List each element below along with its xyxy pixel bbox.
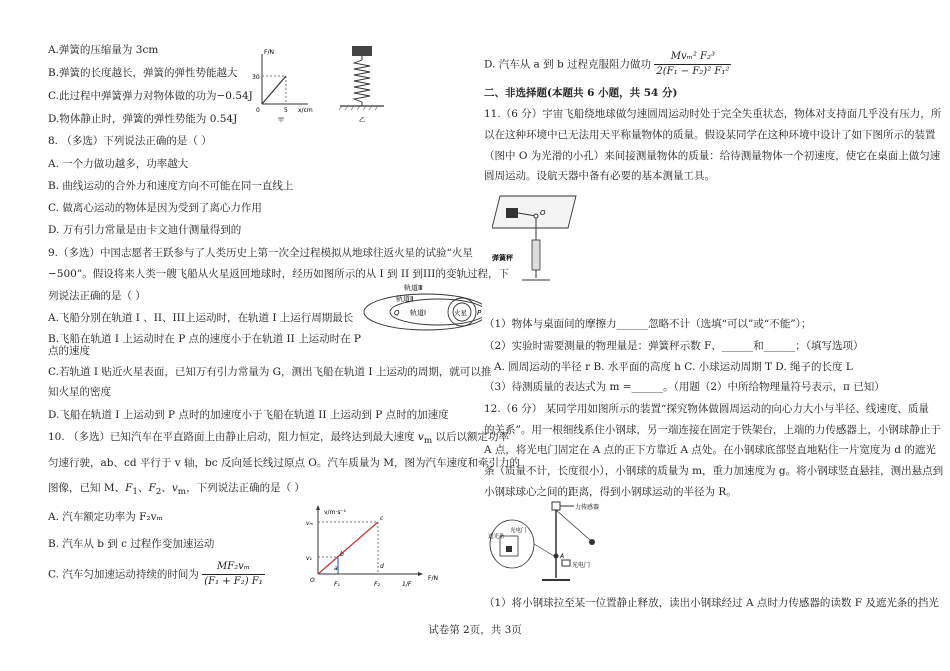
fig12-a: A [560, 553, 565, 560]
q9-line1: 9.（多选）中国志愿者王跃参与了人类历史上第一次全过程模拟从地球往返火星的试验“火星 [48, 247, 473, 259]
q9-option-b-line1: B.飞船在轨道 I 上运动时在 P 点的速度小于在轨道 II 上运动时在 P [48, 333, 361, 345]
q12-line2: 的关系”。用一根细线系住小钢球，另一端连接在固定于铁架台，上端的力传感器上，小钢球静止于 [484, 424, 941, 436]
q9-option-a: A.飞船分别在轨道 I 、II、III上运动时，在轨道 I 上运行周期最长 [48, 312, 354, 324]
q7-option-c: C.此过程中弹簧弹力对物体做的功为−0.54J [48, 90, 253, 102]
fig10-a: a [334, 565, 338, 572]
q11-line4: 圆周运动。设航天器中备有必要的基本测量工具。 [484, 170, 715, 182]
fig12-gate-label2: 光电门 [572, 562, 591, 569]
fig10-origin: O [310, 577, 315, 584]
fig10-d: d [380, 563, 384, 570]
fig10-c: c [380, 515, 384, 522]
fig7-tick-x: 5 [284, 107, 288, 114]
q10-line2: 匀速行驶，ab、cd 平行于 v 轴，bc 反向延长线过原点 O。汽车质量为 M，图为汽车速度和牵引力的 [48, 457, 521, 469]
q9-option-b-line2: 点的速度 [48, 345, 90, 357]
q8-option-c: C. 做离心运动的物体是因为受到了离心力作用 [48, 202, 262, 214]
q12-line1: 12.（6 分） 某同学用如图所示的装置“探究物体做圆周运动的向心力大小与半径、线速度、质量 [484, 403, 929, 415]
fig7-origin: 0 [256, 107, 260, 114]
fig11-spring-label: 弹簧秤 [492, 254, 513, 262]
q12-sub1: （1）将小钢球拉至某一位置静止释放，读出小钢球经过 A 点时力传感器的读数 F 及遮光条的挡光 [484, 597, 939, 609]
q11-sub2: （2）实验时需要测量的物理量是：弹簧秤示数 F、______和______；（填写选项） [484, 340, 864, 352]
q10-option-c: C. 汽车匀加速运动持续的时间为 $\frac{\text{MF₂vₘ}}{\text{(F₁ + F₂) F₁}}$ [48, 561, 263, 587]
fig11-o: O [540, 209, 546, 217]
q9-option-c-line2: 知火星的密度 [48, 386, 111, 398]
fig10-vm: vₘ [306, 520, 314, 527]
fig10-b: b [340, 551, 344, 558]
q10-option-b: B. 汽车从 b 到 c 过程作变加速运动 [48, 538, 215, 550]
q8-option-d: D. 万有引力常量是由卡文迪什测量得到的 [48, 224, 242, 236]
q8-option-b: B. 曲线运动的合外力和速度方向不可能在同一直线上 [48, 180, 294, 192]
fig12-gate-label: 光电门 [510, 528, 527, 534]
q8-stem: 8. （多选）下列说法正确的是（ ） [48, 135, 212, 147]
q11-line1: 11.（6 分）宇宙飞船绕地球做匀速圆周运动时处于完全失重状态，物体对支持面几乎没有压力，所 [484, 108, 942, 120]
fig10-f2: F₂ [374, 581, 380, 588]
q11-line2: 以在这种环境中已无法用天平称量物体的质量。假设某同学在这种环境中设计了如下图所示的装置 [484, 129, 936, 141]
figure-orbits [350, 282, 482, 340]
section-title: 二、非选择题(本题共 6 小题，共 54 分) [484, 87, 678, 99]
q8-option-a: A. 一个力做功越多，功率越大 [48, 158, 189, 170]
q9-option-c-line1: C.若轨道 I 贴近火星表面，已知万有引力常量为 G，测出飞船在轨道 I 上运动的周期，就可以推 [48, 366, 492, 378]
q9-line2: −500”。假设将来人类一艘飞船从火星返回地球时，经历如图所示的从 I 到 II 到III的变轨过程，下 [48, 268, 509, 280]
q7-option-d: D.物体静止时，弹簧的弹性势能为 0.54J [48, 113, 238, 125]
q10-line3: 图像，已知 M、$F_1$、$F_2$、$v_m$，下列说法正确的是（ ） [48, 482, 305, 498]
q9-line3: 列说法正确的是（ ） [48, 290, 146, 302]
q7-option-b: B.弹簧的长度越长，弹簧的弹性势能越大 [48, 67, 238, 79]
figure-v-vs-inverse-force [298, 502, 458, 594]
q11-options: A. 圆周运动的半径 r B. 水平面的高度 h C. 小球运动周期 T D. 绳子的长度 L [494, 361, 853, 373]
fig7-axis-y: F/N [264, 49, 274, 56]
fig10-inv: 1/F [402, 581, 412, 588]
q11-line3: （图中 O 为光滑的小孔）来间接测量物体的质量：给待测量物体一个初速度，使它在桌面上做匀速 [484, 150, 941, 162]
q11-sub3: （3）待测质量的表达式为 m =______。（用题（2）中所给物理量符号表示，π 已知） [484, 381, 885, 393]
fig9-orbit3: 轨道Ⅲ [404, 284, 423, 292]
figure-spring-balance [492, 188, 584, 292]
fig7-label-yi: 乙 [359, 117, 366, 124]
fig12-sensor: 力传感器 [575, 504, 600, 511]
q10-line1: 10. （多选）已知汽车在平直路面上由静止启动，阻力恒定，最终达到最大速度 $v_m$ 以后以额定功率 [48, 431, 509, 447]
fig9-p: P [477, 309, 482, 317]
q7-option-a: A.弹簧的压缩量为 3cm [48, 44, 159, 56]
q12-line5: 小钢球球心之间的距离，得到小钢球运动的半径为 R。 [484, 486, 737, 498]
fig9-q: Q [394, 309, 400, 317]
fig7-tick-y: 30 [252, 74, 260, 81]
fig9-mars: 火星 [454, 309, 467, 317]
q10-option-d: D. 汽车从 a 到 b 过程克服阻力做功 $\frac{\text{Mvₘ² F₂³}}{\text{2(F₁ − F₂)² F₁²}}$ [484, 51, 730, 77]
q9-option-d: D.飞船在轨道 I 上运动到 P 点时的加速度小于飞船在轨道 II 上运动到 P 点时的加速度 [48, 409, 449, 421]
fig10-axis-x: F/N [428, 575, 438, 582]
q11-sub1: （1）物体与桌面间的摩擦力______忽略不计（选填“可以”或“不能”）； [484, 318, 812, 330]
fig9-orbit1: 轨道Ⅰ [410, 309, 427, 317]
fig7-axis-x: x/cm [298, 107, 313, 114]
fig9-orbit2: 轨道Ⅱ [396, 295, 414, 303]
q10-option-a: A. 汽车额定功率为 F₂vₘ [48, 511, 163, 523]
fig7-label-jia: 甲 [278, 117, 285, 124]
fig10-v1: v₁ [306, 555, 312, 562]
q12-line3: A 点，将光电门固定在 A 点的正下方靠近 A 点处。在小钢球底部竖直地粘住一片宽度为 d 的遮光 [484, 444, 936, 456]
fig12-shade: 遮光条 [488, 534, 505, 540]
fig10-f1: F₁ [334, 581, 340, 588]
q12-line4: 条（质量不计，长度很小），小钢球的质量为 m，重力加速度为 g。将小钢球竖直悬挂，测出悬点到 [484, 465, 944, 477]
page-footer: 试卷第 2页，共 3页 [428, 624, 522, 636]
fig10-axis-y: v/m·s⁻¹ [324, 509, 347, 516]
figure-spring [248, 42, 398, 124]
figure-pendulum-setup [484, 500, 664, 592]
